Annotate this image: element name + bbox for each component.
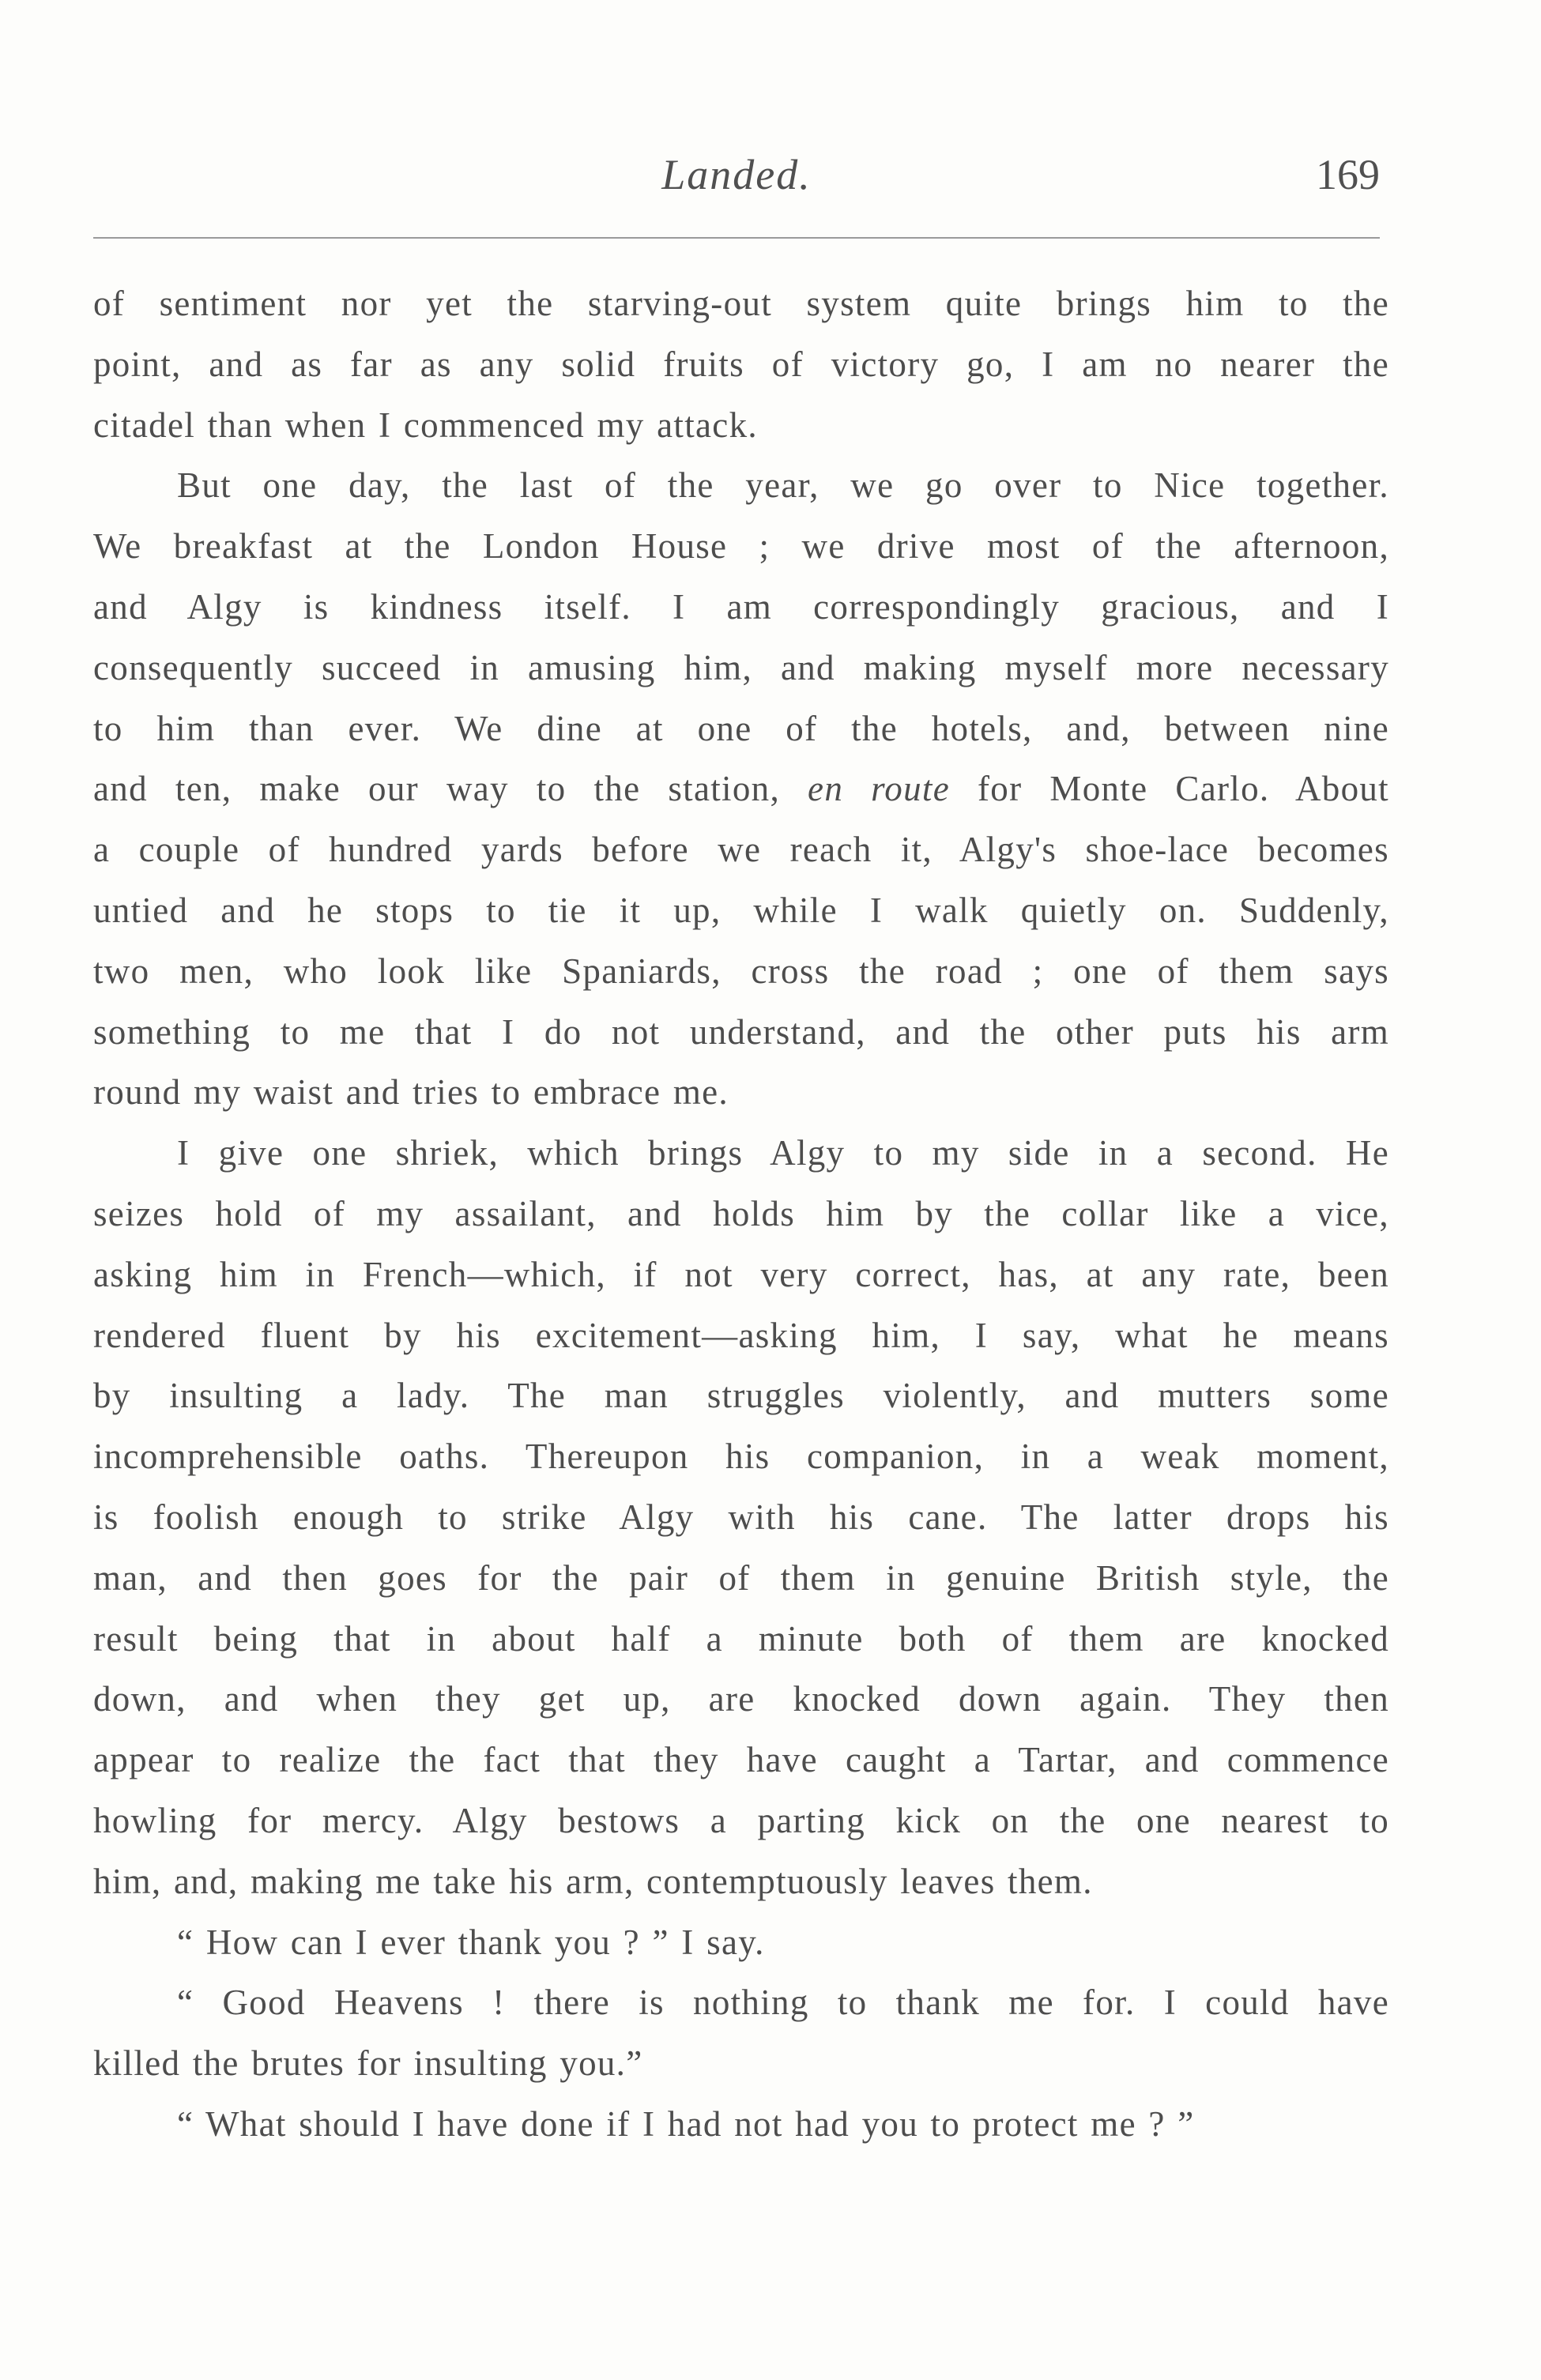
text-line: seizes hold of my assailant, and holds him by the collar like a vice, [93, 1193, 1389, 1233]
text-line: “ Good Heavens ! there is nothing to thank me for. I could have [177, 1983, 1389, 2023]
text-line: untied and he stops to tie it up, while I walk quietly on. Suddenly, [93, 890, 1389, 930]
text-line: rendered fluent by his excitement—asking him, I say, what he means [93, 1315, 1389, 1355]
text-segment: for Monte Carlo. About [949, 769, 1389, 809]
text-line: is foolish enough to strike Algy with his cane. The latter drops his [93, 1497, 1389, 1537]
page-number: 169 [1316, 151, 1380, 198]
text-line: man, and then goes for the pair of them in genuine British style, the [93, 1557, 1389, 1598]
text-line: appear to realize the fact that they have caught a Tartar, and commence [93, 1740, 1389, 1780]
text-line: “ What should I have done if I had not had you to protect me ? ” [177, 2103, 1195, 2144]
paragraph [93, 1123, 1389, 1911]
text-line: point, and as far as any solid fruits of victory go, I am no nearer the [93, 344, 1389, 384]
text-line: “ How can I ever thank you ? ” I say. [177, 1922, 765, 1962]
text-line: asking him in French—which, if not very correct, has, at any rate, been [93, 1254, 1389, 1294]
text-line: But one day, the last of the year, we go over to Nice together. [177, 465, 1389, 506]
text-line: consequently succeed in amusing him, and making myself more necessary [93, 647, 1389, 687]
text-line: him, and, making me take his arm, contemptuously leaves them. [93, 1861, 1093, 1901]
running-title: Landed. [661, 151, 812, 198]
text-line: down, and when they get up, are knocked down again. They then [93, 1679, 1389, 1719]
italic-phrase: en route [808, 769, 950, 809]
text-line: a couple of hundred yards before we reach it, Algy's shoe-lace becomes [93, 830, 1389, 870]
text-line: result being that in about half a minute both of them are knocked [93, 1618, 1389, 1659]
page-header [93, 150, 1380, 213]
text-line: I give one shriek, which brings Algy to my side in a second. He [177, 1133, 1389, 1173]
text-line: We breakfast at the London House ; we drive most of the afternoon, [93, 526, 1389, 567]
body-text [93, 273, 1389, 2155]
dialogue-paragraph [93, 2094, 1389, 2155]
text-line: of sentiment nor yet the starving-out system quite brings him to the [93, 284, 1389, 323]
text-line: killed the brutes for insulting you.” [93, 2043, 643, 2084]
text-line: round my waist and tries to embrace me. [93, 1072, 729, 1113]
header-rule [93, 237, 1380, 239]
paragraph [93, 455, 1389, 1123]
dialogue-paragraph [93, 1972, 1389, 2094]
text-line: to him than ever. We dine at one of the hotels, and, between nine [93, 708, 1389, 748]
text-line: citadel than when I commenced my attack. [93, 405, 758, 445]
text-line: howling for mercy. Algy bestows a parting kick on the one nearest to [93, 1800, 1389, 1840]
text-line: and Algy is kindness itself. I am correspondingly gracious, and I [93, 586, 1389, 627]
text-line: by insulting a lady. The man struggles violently, and mutters some [93, 1376, 1389, 1416]
text-line: two men, who look like Spaniards, cross the road ; one of them says [93, 951, 1389, 991]
text-line [93, 759, 1389, 819]
text-line: something to me that I do not understand, and the other puts his arm [93, 1011, 1389, 1052]
text-line: incomprehensible oaths. Thereupon his companion, in a weak moment, [93, 1437, 1389, 1477]
dialogue-paragraph [93, 1912, 1389, 1973]
text-segment: and ten, make our way to the station, [93, 769, 808, 809]
paragraph-continuation [93, 273, 1389, 455]
